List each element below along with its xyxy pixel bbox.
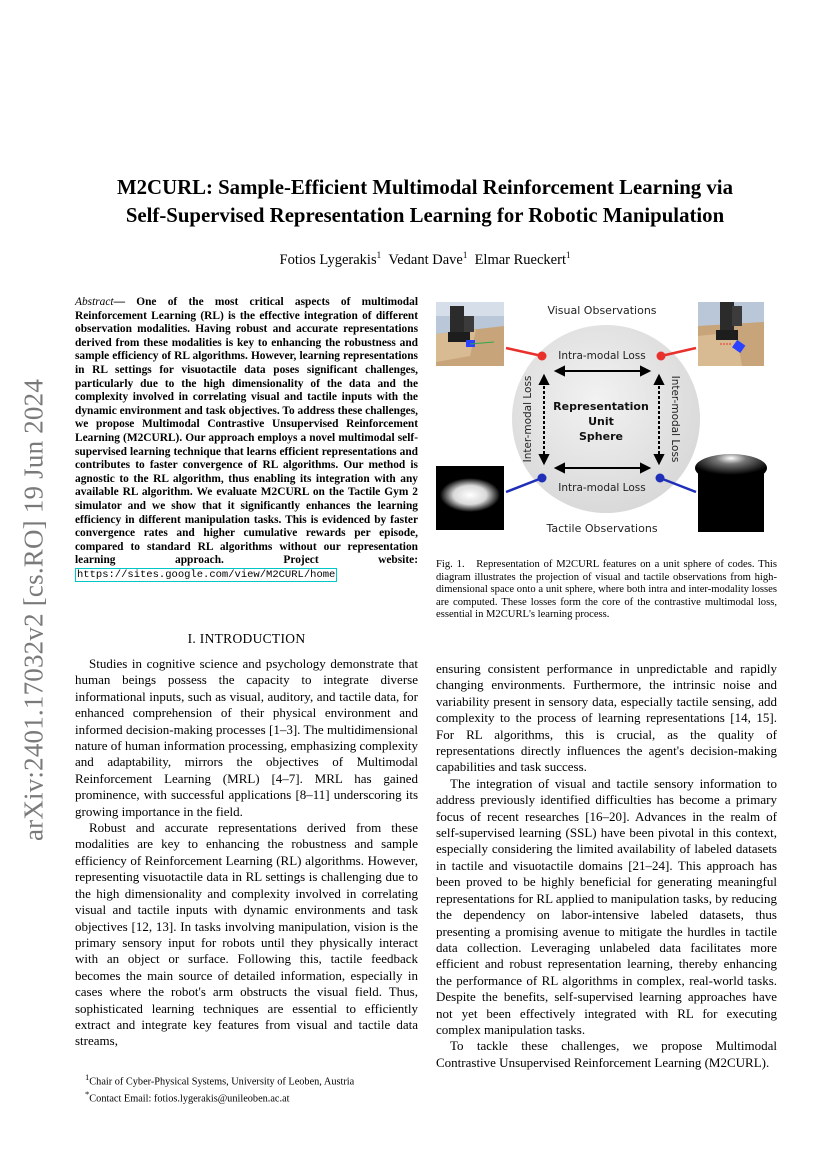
author-name: Elmar Rueckert [474,251,566,268]
figure-caption [436,559,777,622]
sphere-label-line-2: Unit [588,415,614,428]
author-affiliation: 1 [565,250,571,260]
project-website-link[interactable]: https://sites.google.com/view/M2CURL/home [77,568,336,581]
abstract-dash: — [113,296,125,308]
visual-observations-label: Visual Observations [547,304,657,317]
intra-modal-loss-top: Intra-modal Loss [558,350,646,362]
footnote: $^1$Chair of Cyber-Physical Systems, University of Leoben, Austria [85,1072,355,1088]
author-affiliation: 1 [376,250,382,260]
intra-modal-loss-bottom: Intra-modal Loss [558,482,646,494]
section-number: I. [187,631,197,646]
footnotes [75,1071,418,1106]
paragraph: To tackle these challenges, we propose Multimodal Contrastive Unsupervised Reinforcement Learning (M2CURL). [436,1038,777,1070]
abstract-text: One of the most critical aspects of multimodal Reinforcement Learning (RL) is the effective integration of different observation modalities. Having robust and accurate representations derived from these modalities is key to enhancing the robustness and sample efficiency of RL algorithms. However, learning representations in RL settings for visuotactile data poses significant challenges, particularly due to the high dimensionality of the data and the complexity involved in correlating visual and tactile inputs with the dynamic environment and task objectives. To address these challenges, we propose Multimodal Contrastive Unsupervised Reinforcement Learning (M2CURL). Our approach employs a novel multimodal self-supervised learning technique that learns efficient representations and contributes to faster convergence of RL algorithms. Our method is agnostic to the RL algorithm, thus enabling its integration with any available RL algorithm. We evaluate M2CURL on the Tactile Gym 2 simulator and we show that it significantly enhances the learning efficiency in different manipulation tasks. This is evidenced by faster convergence rates and higher cumulative rewards per episode, compared to standard RL algorithms without our representation learning approach. Project website: [75,296,418,567]
title-line-2: Self-Supervised Representation Learning for Robotic Manipulation [125,204,725,227]
paragraph: Robust and accurate representations derived from these modalities are key to enhancing the robustness and sample efficiency of Reinforcement Learning (RL) algorithms. However, representing visuotactile data in RL settings is challenging due to the high dimensionality and complexity involved in correlating visual and tactile inputs with dynamic environments and task objectives [12, 13]. In tasks involving manipulation, vision is the primary sensory input for robots until they physically interact with an object or surface. Following this, tactile feedback becomes the main source of detailed information, especially in cases where the robot's arm obstructs the visual field. Thus, sophisticated learning techniques are essential to efficiently extract and integrate key features from visual and tactile data streams, [75,820,418,1049]
caption-text: Representation of M2CURL features on a unit sphere of codes. This diagram illustrates the projection of visual and tactile observations from high-dimensional space onto a unit sphere, where both intra and inter-modality losses are computed. These losses form the core of the contrastive multimodal loss, essential in M2CURL's learning process. [436,559,777,621]
visual-point-right [657,352,666,361]
tactile-point-left [538,474,547,483]
paragraph: Studies in cognitive science and psychology demonstrate that human beings possess the capacity to integrate diverse informational inputs, such as visual, auditory, and tactile data, for enhanced comprehension of their physical environment and informed decision-making processes [1–3]. The multidimensional nature of human information processing, emphasizing complexity and adaptability, mirrors the objectives of Multimodal Reinforcement Learning (MRL) [4–7]. MRL has gained prominence, with successful applications [8–11] underscoring its growing importance in the field. [75,656,418,819]
visual-point-left [538,352,547,361]
abstract-label: Abstract [75,296,114,308]
author-name: Vedant Dave [388,251,463,268]
visual-observation-left [436,302,504,366]
arxiv-sidebar [14,350,54,870]
tactile-observation-left [436,466,504,530]
sphere-label-line-1: Representation [553,400,649,413]
paragraph: The integration of visual and tactile sensory information to address previously identified difficulties has become a primary focus of recent researches [16–20]. Advances in the realm of self-supervised learning (SSL) have been pivotal in this context, especially considering the limited availability of labeled datasets in tactile and visuotactile domains [21–24]. This approach has been proved to be highly beneficial for generating meaningful representations for RL applied to manipulation tasks, by reducing the dependency on labor-intensive labeled datasets, thus presenting a promising avenue to mitigate the hurdles in tactile data collection. Leveraging unlabeled data facilitates more efficient and robust representation learning, thereby enhancing the performance of RL algorithms in complex, real-world tasks. Despite the benefits, self-supervised learning approaches have not yet been effectively integrated with RL for executing complex manipulation tasks. [436,775,777,1037]
sphere-label-line-3: Sphere [579,430,623,443]
inter-modal-loss-left: Inter-modal Loss [522,375,534,463]
abstract [75,296,418,582]
author-name: Fotios Lygerakis [279,251,377,268]
paper-title [60,174,790,230]
visual-observation-right [698,302,764,366]
tactile-observations-label: Tactile Observations [546,522,658,535]
footnote: *Contact Email: fotios.lygerakis@unileoben.ac.at [85,1089,290,1105]
figure-1-diagram [436,296,778,546]
author-list [60,250,790,269]
tactile-connector-left [506,478,542,492]
tactile-point-right [656,474,665,483]
caption-label: Fig. 1. [436,559,465,570]
right-column-body [436,661,777,1071]
visual-connector-left [506,348,542,356]
left-column-body [75,656,418,1050]
inter-modal-loss-right: Inter-modal Loss [669,375,681,463]
title-line-1: M2CURL: Sample-Efficient Multimodal Reinforcement Learning via [117,176,733,199]
author-affiliation: 1 [462,250,468,260]
paragraph: ensuring consistent performance in unpredictable and rapidly changing environments. Furthermore, the intrinsic noise and variability present in sensory data, especially tactile sensing, add complexity to the process of learning representations [14, 15]. For RL algorithms, this is crucial, as the quality of representations directly influences the agent's decision-making capabilities and task success. [436,661,777,775]
section-heading [75,631,418,647]
section-title: INTRODUCTION [199,631,306,646]
arxiv-identifier: arXiv:2401.17032v2 [cs.RO] 19 Jun 2024 [18,378,49,842]
tactile-observation-right [695,454,767,532]
